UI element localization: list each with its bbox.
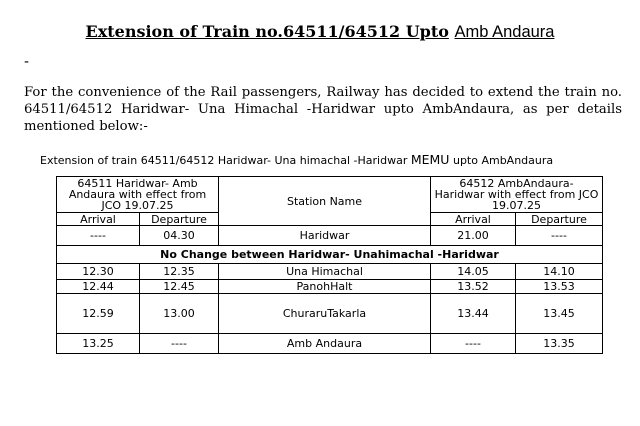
arrival-cell: ---- [431, 334, 516, 354]
table-row [57, 294, 603, 334]
timetable [56, 176, 603, 354]
header-64511: 64511 Haridwar- Amb Andaura with effect from JCO 19.07.25 [57, 177, 219, 213]
table-caption [40, 152, 553, 167]
departure-cell: 04.30 [140, 226, 219, 246]
station-cell: PanohHalt [219, 280, 431, 294]
departure-cell: 13.53 [516, 280, 603, 294]
departure-cell: 13.00 [140, 294, 219, 334]
header-arrival: Arrival [57, 213, 140, 226]
arrival-cell: ---- [57, 226, 140, 246]
no-change-note: No Change between Haridwar- Unahimachal -Haridwar [57, 246, 603, 264]
arrival-cell: 14.05 [431, 264, 516, 280]
arrival-cell: 12.30 [57, 264, 140, 280]
arrival-cell: 13.44 [431, 294, 516, 334]
station-cell: ChuraruTakarla [219, 294, 431, 334]
no-change-row [57, 246, 603, 264]
arrival-cell: 12.59 [57, 294, 140, 334]
station-cell: Una Himachal [219, 264, 431, 280]
departure-cell: 12.45 [140, 280, 219, 294]
dash-marker: - [24, 54, 30, 70]
caption-tail: upto AmbAndaura [452, 154, 554, 167]
header-64512: 64512 AmbAndaura- Haridwar with effect from JCO 19.07.25 [431, 177, 603, 213]
header-departure: Departure [140, 213, 219, 226]
departure-cell: 12.35 [140, 264, 219, 280]
title-destination: Amb Andaura [454, 23, 555, 41]
table-row [57, 264, 603, 280]
departure-cell: 13.35 [516, 334, 603, 354]
arrival-cell: 13.25 [57, 334, 140, 354]
departure-cell: 14.10 [516, 264, 603, 280]
arrival-cell: 12.44 [57, 280, 140, 294]
table-row [57, 226, 603, 246]
caption-text: Extension of train 64511/64512 Haridwar- Una himachal -Haridwar [40, 154, 408, 167]
departure-cell: ---- [140, 334, 219, 354]
arrival-cell: 13.52 [431, 280, 516, 294]
document-title [0, 22, 640, 42]
header-station-name: Station Name [219, 177, 431, 226]
table-row [57, 334, 603, 354]
arrival-cell: 21.00 [431, 226, 516, 246]
departure-cell: ---- [516, 226, 603, 246]
header-departure: Departure [516, 213, 603, 226]
table-row [57, 280, 603, 294]
title-main: Extension of Train no.64511/64512 Upto [85, 22, 449, 41]
departure-cell: 13.45 [516, 294, 603, 334]
caption-memu: MEMU [410, 152, 450, 167]
station-cell: Haridwar [219, 226, 431, 246]
intro-paragraph: For the convenience of the Rail passengers, Railway has decided to extend the train no. 64511/64512 Haridwar- Una Himachal -Haridwar upto AmbAndaura, as per details mentioned below:- [24, 85, 622, 134]
station-cell: Amb Andaura [219, 334, 431, 354]
header-arrival: Arrival [431, 213, 516, 226]
